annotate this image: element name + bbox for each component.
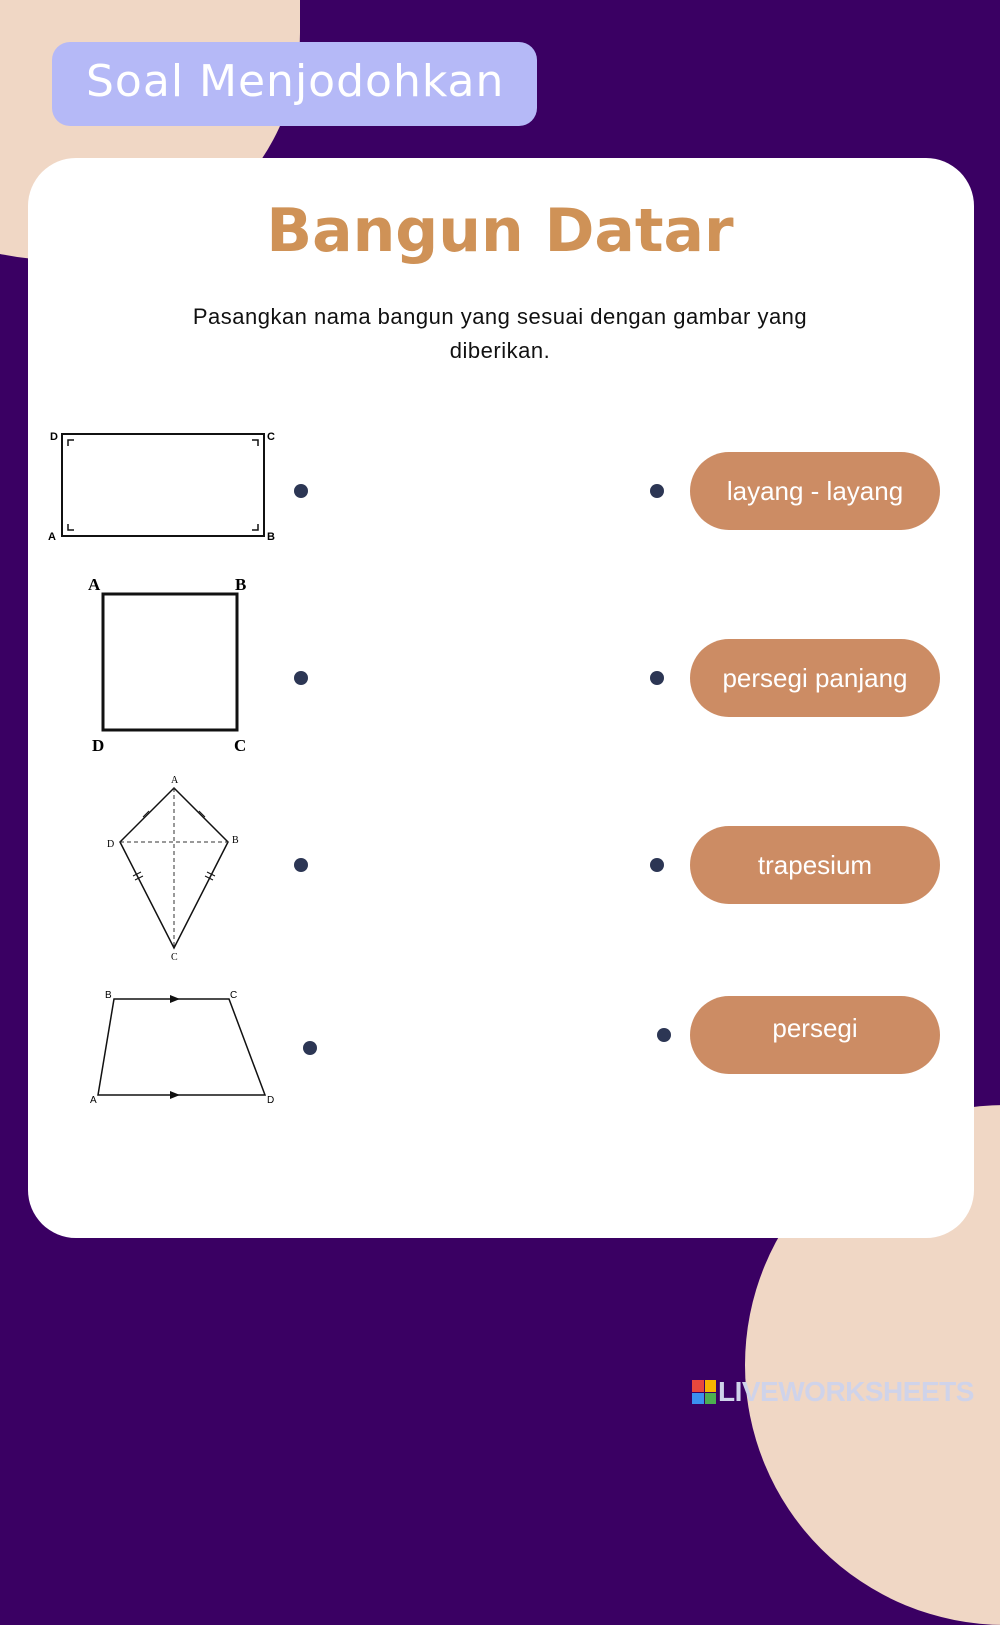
vertex-label: D (267, 1095, 275, 1106)
answer-option[interactable]: persegi panjang (690, 639, 940, 717)
worksheet-title: Bangun Datar (266, 196, 734, 266)
vertex-label: B (235, 575, 247, 594)
vertex-label: B (267, 531, 275, 543)
vertex-label: B (105, 990, 112, 1001)
left-match-dot[interactable] (294, 484, 308, 498)
answer-option[interactable]: layang - layang (690, 452, 940, 530)
vertex-label: C (267, 431, 275, 443)
logo-text: LIVEWORKSHEETS (718, 1376, 974, 1407)
right-match-dot[interactable] (650, 484, 664, 498)
vertex-label: D (107, 839, 115, 850)
vertex-label: A (88, 575, 101, 594)
vertex-label: A (90, 1095, 97, 1106)
vertex-label: B (232, 835, 239, 846)
left-match-dot[interactable] (294, 671, 308, 685)
vertex-label: A (48, 531, 56, 543)
left-match-dot[interactable] (303, 1041, 317, 1055)
square-figure (84, 570, 260, 756)
logo-mark-icon (692, 1380, 716, 1404)
answer-option[interactable]: trapesium (690, 826, 940, 904)
vertex-label: C (234, 736, 247, 755)
header-title: Soal Menjodohkan (86, 56, 505, 107)
vertex-label: C (230, 990, 238, 1001)
worksheet-instruction: Pasangkan nama bangun yang sesuai dengan gambar yang diberikan. (192, 304, 808, 363)
rectangle-figure (44, 424, 284, 546)
vertex-label: D (92, 736, 105, 755)
right-match-dot[interactable] (650, 671, 664, 685)
right-match-dot[interactable] (657, 1028, 671, 1042)
kite-figure (100, 772, 250, 964)
left-match-dot[interactable] (294, 858, 308, 872)
vertex-label: D (50, 431, 58, 443)
vertex-label: C (171, 952, 178, 963)
vertex-label: A (171, 775, 179, 786)
liveworksheets-logo (692, 1376, 974, 1408)
right-match-dot[interactable] (650, 858, 664, 872)
trapezoid-figure (84, 984, 280, 1108)
answer-option[interactable]: persegi (690, 996, 940, 1074)
